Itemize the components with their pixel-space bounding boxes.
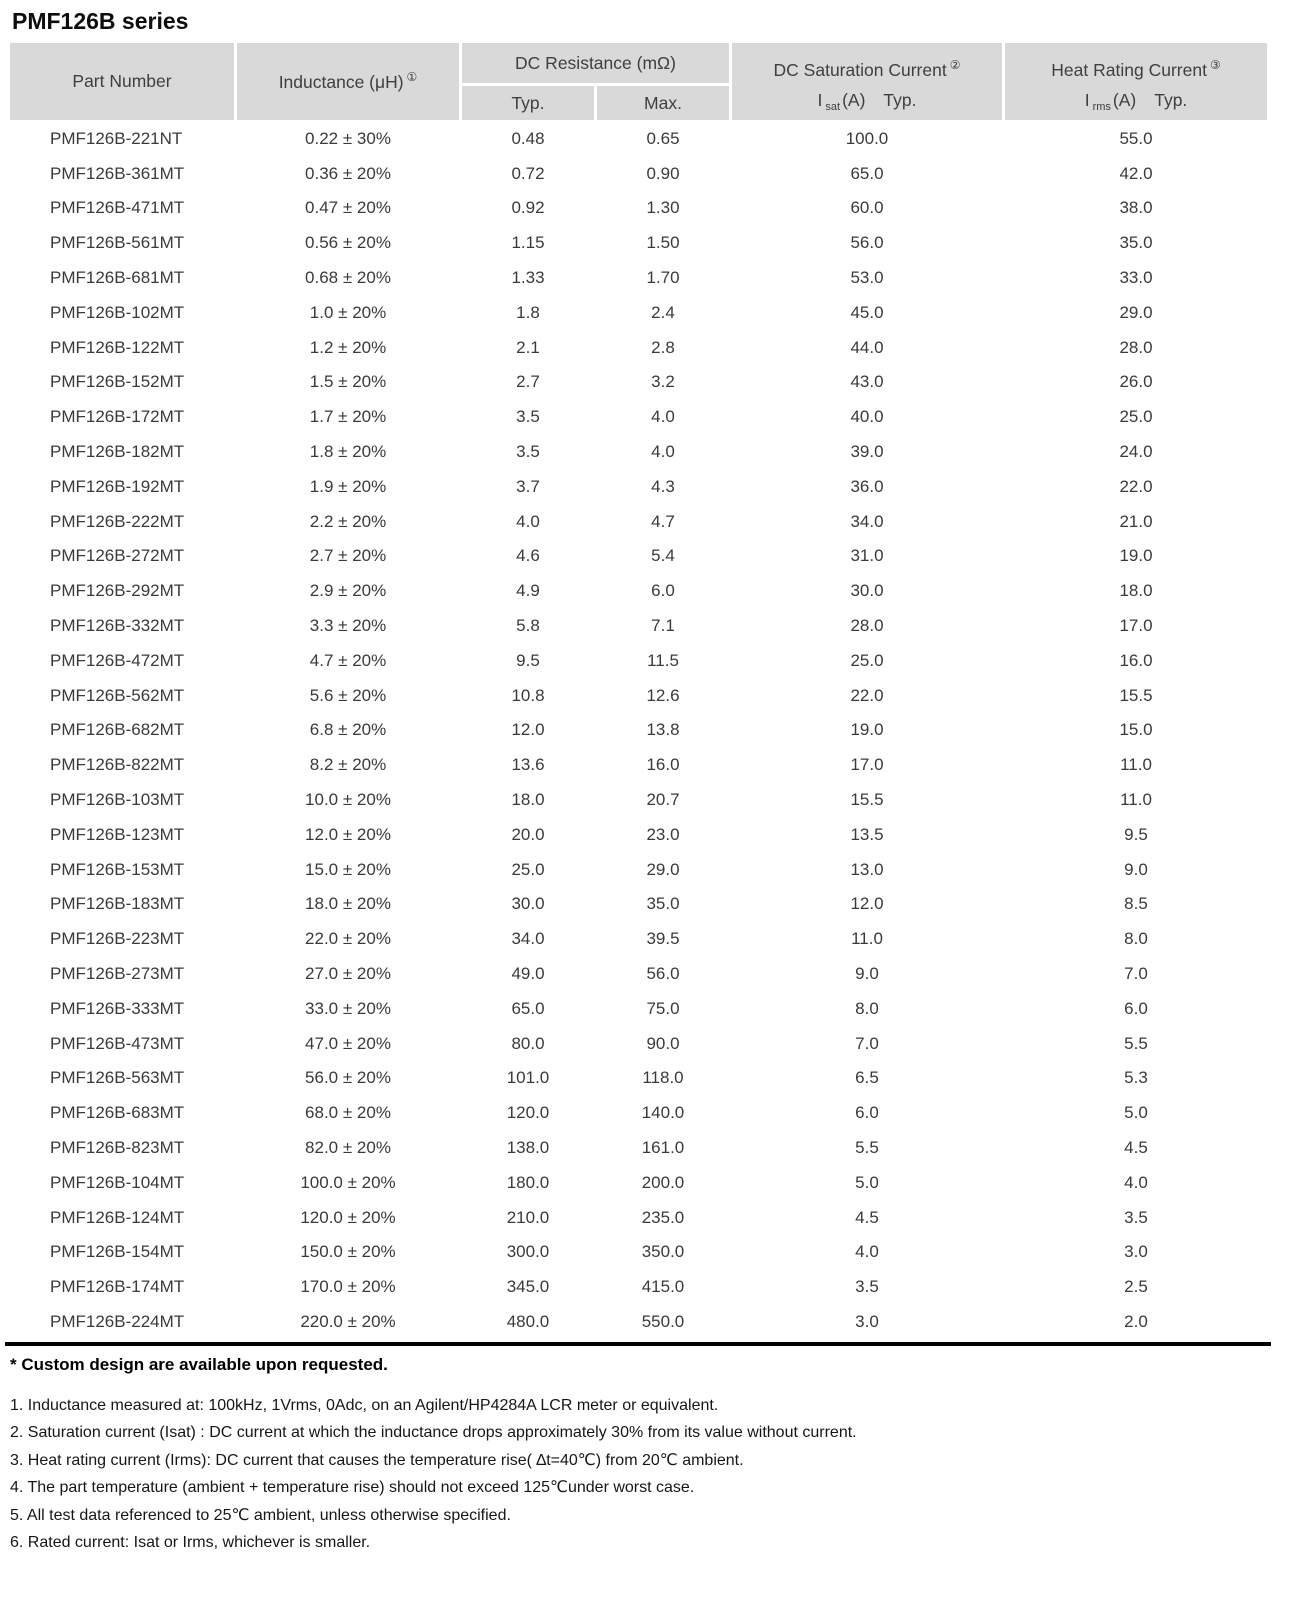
note-4: 4. The part temperature (ambient + temperature rise) should not exceed 125℃under worst case. — [10, 1479, 695, 1497]
note-2: 2. Saturation current (Isat) : DC current at which the inductance drops approximately 30% from its value without current. — [10, 1424, 857, 1442]
part-number-cell: PMF126B-172MT — [10, 401, 234, 433]
dcr-typ-cell: 120.0 — [462, 1097, 594, 1129]
dcr-max-cell: 4.0 — [597, 401, 729, 433]
isat-cell: 3.5 — [732, 1271, 1002, 1303]
dcr-max-cell: 1.70 — [597, 262, 729, 294]
inductance-cell: 0.47 ± 20% — [237, 193, 459, 225]
table-row — [10, 1132, 1267, 1164]
isat-cell: 6.0 — [732, 1097, 1002, 1129]
isat-cell: 100.0 — [732, 123, 1002, 155]
part-number-cell: PMF126B-683MT — [10, 1097, 234, 1129]
irms-cell: 4.5 — [1005, 1132, 1267, 1164]
table-bottom-rule — [5, 1342, 1271, 1346]
part-number-cell: PMF126B-182MT — [10, 436, 234, 468]
irms-cell: 5.0 — [1005, 1097, 1267, 1129]
irms-cell: 8.0 — [1005, 923, 1267, 955]
irms-cell: 15.5 — [1005, 680, 1267, 712]
isat-cell: 15.5 — [732, 784, 1002, 816]
dcr-max-cell: 20.7 — [597, 784, 729, 816]
inductance-cell: 8.2 ± 20% — [237, 749, 459, 781]
dcr-max-cell: 415.0 — [597, 1271, 729, 1303]
dcr-typ-cell: 300.0 — [462, 1237, 594, 1269]
irms-cell: 5.5 — [1005, 1028, 1267, 1060]
dcr-typ-cell: 3.5 — [462, 436, 594, 468]
dcr-max-cell: 35.0 — [597, 889, 729, 921]
part-number-cell: PMF126B-472MT — [10, 645, 234, 677]
table-row — [10, 227, 1267, 259]
inductance-cell: 0.36 ± 20% — [237, 158, 459, 190]
dcr-typ-cell: 0.72 — [462, 158, 594, 190]
dcr-max-cell: 0.65 — [597, 123, 729, 155]
dcr-max-cell: 16.0 — [597, 749, 729, 781]
dcr-typ-cell: 2.1 — [462, 332, 594, 364]
part-number-cell: PMF126B-562MT — [10, 680, 234, 712]
inductance-cell: 100.0 ± 20% — [237, 1167, 459, 1199]
table-row — [10, 575, 1267, 607]
irms-cell: 17.0 — [1005, 610, 1267, 642]
inductance-cell: 12.0 ± 20% — [237, 819, 459, 851]
dcr-max-cell: 90.0 — [597, 1028, 729, 1060]
inductance-cell: 170.0 ± 20% — [237, 1271, 459, 1303]
dcr-max-cell: 350.0 — [597, 1237, 729, 1269]
inductance-cell: 0.22 ± 30% — [237, 123, 459, 155]
inductance-cell: 18.0 ± 20% — [237, 889, 459, 921]
irms-cell: 29.0 — [1005, 297, 1267, 329]
isat-cell: 7.0 — [732, 1028, 1002, 1060]
table-row — [10, 1167, 1267, 1199]
isat-cell: 65.0 — [732, 158, 1002, 190]
note-ref-1: ① — [406, 70, 418, 85]
dcr-typ-cell: 9.5 — [462, 645, 594, 677]
isat-cell: 56.0 — [732, 227, 1002, 259]
isat-cell: 4.0 — [732, 1237, 1002, 1269]
inductance-cell: 56.0 ± 20% — [237, 1063, 459, 1095]
dcr-max-cell: 23.0 — [597, 819, 729, 851]
isat-cell: 60.0 — [732, 193, 1002, 225]
part-number-cell: PMF126B-224MT — [10, 1306, 234, 1338]
dcr-max-cell: 550.0 — [597, 1306, 729, 1338]
table-row — [10, 715, 1267, 747]
part-number-cell: PMF126B-122MT — [10, 332, 234, 364]
isat-cell: 31.0 — [732, 541, 1002, 573]
isat-cell: 8.0 — [732, 993, 1002, 1025]
isat-cell: 53.0 — [732, 262, 1002, 294]
inductance-cell: 2.9 ± 20% — [237, 575, 459, 607]
isat-cell: 30.0 — [732, 575, 1002, 607]
isat-cell: 17.0 — [732, 749, 1002, 781]
inductance-cell: 0.56 ± 20% — [237, 227, 459, 259]
isat-cell: 13.0 — [732, 854, 1002, 886]
part-number-cell: PMF126B-333MT — [10, 993, 234, 1025]
part-number-cell: PMF126B-272MT — [10, 541, 234, 573]
inductance-cell: 150.0 ± 20% — [237, 1237, 459, 1269]
dcr-max-cell: 4.0 — [597, 436, 729, 468]
dcr-typ-cell: 4.0 — [462, 506, 594, 538]
irms-cell: 11.0 — [1005, 749, 1267, 781]
dcr-typ-cell: 10.8 — [462, 680, 594, 712]
part-number-cell: PMF126B-822MT — [10, 749, 234, 781]
part-number-cell: PMF126B-292MT — [10, 575, 234, 607]
inductance-cell: 1.0 ± 20% — [237, 297, 459, 329]
part-number-cell: PMF126B-221NT — [10, 123, 234, 155]
irms-cell: 15.0 — [1005, 715, 1267, 747]
isat-cell: 45.0 — [732, 297, 1002, 329]
dcr-typ-cell: 2.7 — [462, 367, 594, 399]
isat-cell: 9.0 — [732, 958, 1002, 990]
isat-cell: 4.5 — [732, 1202, 1002, 1234]
dcr-max-cell: 3.2 — [597, 367, 729, 399]
inductance-cell: 68.0 ± 20% — [237, 1097, 459, 1129]
table-row — [10, 784, 1267, 816]
isat-cell: 22.0 — [732, 680, 1002, 712]
dcr-typ-cell: 480.0 — [462, 1306, 594, 1338]
inductance-cell: 15.0 ± 20% — [237, 854, 459, 886]
dcr-max-cell: 1.50 — [597, 227, 729, 259]
isat-cell: 5.0 — [732, 1167, 1002, 1199]
dcr-max-cell: 4.7 — [597, 506, 729, 538]
dcr-max-cell: 140.0 — [597, 1097, 729, 1129]
irms-cell: 24.0 — [1005, 436, 1267, 468]
irms-cell: 38.0 — [1005, 193, 1267, 225]
note-ref-2: ② — [949, 57, 961, 72]
custom-design-note: * Custom design are available upon requested. — [10, 1354, 388, 1374]
table-row — [10, 471, 1267, 503]
irms-cell: 21.0 — [1005, 506, 1267, 538]
irms-cell: 35.0 — [1005, 227, 1267, 259]
isat-cell: 39.0 — [732, 436, 1002, 468]
isat-cell: 13.5 — [732, 819, 1002, 851]
inductance-cell: 3.3 ± 20% — [237, 610, 459, 642]
inductance-cell: 33.0 ± 20% — [237, 993, 459, 1025]
irms-cell: 3.0 — [1005, 1237, 1267, 1269]
dcr-typ-cell: 3.5 — [462, 401, 594, 433]
irms-cell: 7.0 — [1005, 958, 1267, 990]
isat-cell: 40.0 — [732, 401, 1002, 433]
inductance-cell: 0.68 ± 20% — [237, 262, 459, 294]
dcr-typ-cell: 34.0 — [462, 923, 594, 955]
table-row — [10, 262, 1267, 294]
dcr-typ-cell: 210.0 — [462, 1202, 594, 1234]
note-5: 5. All test data referenced to 25℃ ambient, unless otherwise specified. — [10, 1506, 511, 1524]
inductance-cell: 6.8 ± 20% — [237, 715, 459, 747]
irms-cell: 55.0 — [1005, 123, 1267, 155]
irms-cell: 16.0 — [1005, 645, 1267, 677]
table-row — [10, 1097, 1267, 1129]
inductance-cell: 1.5 ± 20% — [237, 367, 459, 399]
part-number-cell: PMF126B-273MT — [10, 958, 234, 990]
dcr-typ-cell: 80.0 — [462, 1028, 594, 1060]
part-number-cell: PMF126B-223MT — [10, 923, 234, 955]
dcr-typ-cell: 0.92 — [462, 193, 594, 225]
irms-cell: 22.0 — [1005, 471, 1267, 503]
page-title: PMF126B series — [12, 8, 189, 34]
part-number-cell: PMF126B-153MT — [10, 854, 234, 886]
isat-cell: 11.0 — [732, 923, 1002, 955]
dcr-max-cell: 161.0 — [597, 1132, 729, 1164]
dcr-max-cell: 11.5 — [597, 645, 729, 677]
inductance-cell: 220.0 ± 20% — [237, 1306, 459, 1338]
dcr-typ-cell: 13.6 — [462, 749, 594, 781]
inductance-cell: 10.0 ± 20% — [237, 784, 459, 816]
irms-cell: 2.0 — [1005, 1306, 1267, 1338]
spec-table — [7, 40, 1270, 1341]
dcr-max-cell: 7.1 — [597, 610, 729, 642]
irms-cell: 9.0 — [1005, 854, 1267, 886]
dcr-typ-cell: 12.0 — [462, 715, 594, 747]
table-row — [10, 1271, 1267, 1303]
table-row — [10, 1202, 1267, 1234]
dcr-typ-cell: 49.0 — [462, 958, 594, 990]
part-number-cell: PMF126B-123MT — [10, 819, 234, 851]
dcr-typ-cell: 1.15 — [462, 227, 594, 259]
table-row — [10, 332, 1267, 364]
dcr-max-cell: 12.6 — [597, 680, 729, 712]
dcr-max-cell: 39.5 — [597, 923, 729, 955]
part-number-cell: PMF126B-823MT — [10, 1132, 234, 1164]
header-dc-resistance: DC Resistance (mΩ) — [462, 43, 729, 83]
irms-cell: 19.0 — [1005, 541, 1267, 573]
part-number-cell: PMF126B-473MT — [10, 1028, 234, 1060]
dcr-typ-cell: 65.0 — [462, 993, 594, 1025]
table-row — [10, 1028, 1267, 1060]
dcr-max-cell: 235.0 — [597, 1202, 729, 1234]
table-row — [10, 506, 1267, 538]
isat-cell: 28.0 — [732, 610, 1002, 642]
header-dcr-max: Max. — [597, 86, 729, 120]
irms-cell: 2.5 — [1005, 1271, 1267, 1303]
table-row — [10, 749, 1267, 781]
table-row — [10, 1306, 1267, 1338]
dcr-max-cell: 4.3 — [597, 471, 729, 503]
isat-cell: 36.0 — [732, 471, 1002, 503]
part-number-cell: PMF126B-681MT — [10, 262, 234, 294]
isat-cell: 44.0 — [732, 332, 1002, 364]
irms-cell: 4.0 — [1005, 1167, 1267, 1199]
table-row — [10, 993, 1267, 1025]
isat-cell: 3.0 — [732, 1306, 1002, 1338]
irms-cell: 26.0 — [1005, 367, 1267, 399]
part-number-cell: PMF126B-561MT — [10, 227, 234, 259]
header-dcr-typ: Typ. — [462, 86, 594, 120]
header-dc-saturation-current: DC Saturation Current ② I $_{sat}$ (A) Typ. — [732, 43, 1002, 120]
irms-cell: 6.0 — [1005, 993, 1267, 1025]
dcr-max-cell: 13.8 — [597, 715, 729, 747]
dcr-typ-cell: 4.9 — [462, 575, 594, 607]
table-row — [10, 541, 1267, 573]
isat-cell: 5.5 — [732, 1132, 1002, 1164]
part-number-cell: PMF126B-124MT — [10, 1202, 234, 1234]
dcr-max-cell: 1.30 — [597, 193, 729, 225]
table-row — [10, 123, 1267, 155]
inductance-cell: 5.6 ± 20% — [237, 680, 459, 712]
dcr-max-cell: 2.4 — [597, 297, 729, 329]
table-row — [10, 367, 1267, 399]
part-number-cell: PMF126B-192MT — [10, 471, 234, 503]
part-number-cell: PMF126B-154MT — [10, 1237, 234, 1269]
isat-cell: 12.0 — [732, 889, 1002, 921]
dcr-typ-cell: 101.0 — [462, 1063, 594, 1095]
inductance-cell: 47.0 ± 20% — [237, 1028, 459, 1060]
part-number-cell: PMF126B-222MT — [10, 506, 234, 538]
inductance-cell: 1.8 ± 20% — [237, 436, 459, 468]
table-row — [10, 436, 1267, 468]
header-inductance: Inductance (μH) ① — [237, 43, 459, 120]
inductance-cell: 2.2 ± 20% — [237, 506, 459, 538]
dcr-max-cell: 2.8 — [597, 332, 729, 364]
dcr-max-cell: 6.0 — [597, 575, 729, 607]
inductance-cell: 82.0 ± 20% — [237, 1132, 459, 1164]
irms-cell: 3.5 — [1005, 1202, 1267, 1234]
irms-cell: 5.3 — [1005, 1063, 1267, 1095]
note-6: 6. Rated current: Isat or Irms, whichever is smaller. — [10, 1534, 371, 1552]
footer-notes — [10, 1355, 1305, 1557]
inductance-cell: 1.7 ± 20% — [237, 401, 459, 433]
dcr-typ-cell: 20.0 — [462, 819, 594, 851]
dcr-max-cell: 29.0 — [597, 854, 729, 886]
inductance-cell: 4.7 ± 20% — [237, 645, 459, 677]
dcr-max-cell: 56.0 — [597, 958, 729, 990]
header-heat-rating-current: Heat Rating Current ③ I $_{rms}$ (A) Typ. — [1005, 43, 1267, 120]
dcr-typ-cell: 180.0 — [462, 1167, 594, 1199]
dcr-typ-cell: 30.0 — [462, 889, 594, 921]
table-row — [10, 401, 1267, 433]
inductance-cell: 1.2 ± 20% — [237, 332, 459, 364]
part-number-cell: PMF126B-174MT — [10, 1271, 234, 1303]
part-number-cell: PMF126B-563MT — [10, 1063, 234, 1095]
part-number-cell: PMF126B-183MT — [10, 889, 234, 921]
part-number-cell: PMF126B-682MT — [10, 715, 234, 747]
inductance-cell: 2.7 ± 20% — [237, 541, 459, 573]
inductance-cell: 1.9 ± 20% — [237, 471, 459, 503]
irms-cell: 42.0 — [1005, 158, 1267, 190]
table-row — [10, 1063, 1267, 1095]
irms-cell: 25.0 — [1005, 401, 1267, 433]
dcr-max-cell: 5.4 — [597, 541, 729, 573]
isat-cell: 19.0 — [732, 715, 1002, 747]
part-number-cell: PMF126B-104MT — [10, 1167, 234, 1199]
dcr-max-cell: 75.0 — [597, 993, 729, 1025]
irms-cell: 33.0 — [1005, 262, 1267, 294]
inductance-cell: 22.0 ± 20% — [237, 923, 459, 955]
note-3: 3. Heat rating current (Irms): DC current that causes the temperature rise( ∆t=40℃) from 20℃ ambient. — [10, 1451, 744, 1469]
part-number-cell: PMF126B-102MT — [10, 297, 234, 329]
table-row — [10, 1237, 1267, 1269]
header-part-number: Part Number — [10, 43, 234, 120]
isat-cell: 43.0 — [732, 367, 1002, 399]
table-row — [10, 193, 1267, 225]
dcr-typ-cell: 138.0 — [462, 1132, 594, 1164]
dcr-max-cell: 200.0 — [597, 1167, 729, 1199]
dcr-typ-cell: 4.6 — [462, 541, 594, 573]
part-number-cell: PMF126B-103MT — [10, 784, 234, 816]
dcr-typ-cell: 18.0 — [462, 784, 594, 816]
dcr-typ-cell: 345.0 — [462, 1271, 594, 1303]
inductance-cell: 27.0 ± 20% — [237, 958, 459, 990]
table-row — [10, 819, 1267, 851]
table-body — [10, 123, 1267, 1338]
isat-cell: 6.5 — [732, 1063, 1002, 1095]
inductance-cell: 120.0 ± 20% — [237, 1202, 459, 1234]
dcr-typ-cell: 25.0 — [462, 854, 594, 886]
header-irms-typ: I $_{rms}$ (A) Typ. — [1084, 90, 1188, 114]
dcr-typ-cell: 0.48 — [462, 123, 594, 155]
table-row — [10, 958, 1267, 990]
table-row — [10, 680, 1267, 712]
note-1: 1. Inductance measured at: 100kHz, 1Vrms, 0Adc, on an Agilent/HP4284A LCR meter or equivalent. — [10, 1396, 719, 1414]
table-row — [10, 297, 1267, 329]
dcr-typ-cell: 1.8 — [462, 297, 594, 329]
irms-cell: 11.0 — [1005, 784, 1267, 816]
part-number-cell: PMF126B-471MT — [10, 193, 234, 225]
table-header — [10, 43, 1267, 120]
table-row — [10, 923, 1267, 955]
dcr-max-cell: 0.90 — [597, 158, 729, 190]
part-number-cell: PMF126B-152MT — [10, 367, 234, 399]
table-row — [10, 854, 1267, 886]
dcr-typ-cell: 3.7 — [462, 471, 594, 503]
isat-cell: 34.0 — [732, 506, 1002, 538]
note-ref-3: ③ — [1209, 57, 1221, 72]
isat-cell: 25.0 — [732, 645, 1002, 677]
dcr-max-cell: 118.0 — [597, 1063, 729, 1095]
header-isat-typ: I $_{sat}$ (A) Typ. — [817, 90, 917, 114]
dcr-typ-cell: 1.33 — [462, 262, 594, 294]
table-row — [10, 645, 1267, 677]
table-row — [10, 158, 1267, 190]
dcr-typ-cell: 5.8 — [462, 610, 594, 642]
irms-cell: 18.0 — [1005, 575, 1267, 607]
irms-cell: 9.5 — [1005, 819, 1267, 851]
part-number-cell: PMF126B-332MT — [10, 610, 234, 642]
irms-cell: 8.5 — [1005, 889, 1267, 921]
table-row — [10, 889, 1267, 921]
irms-cell: 28.0 — [1005, 332, 1267, 364]
table-row — [10, 610, 1267, 642]
part-number-cell: PMF126B-361MT — [10, 158, 234, 190]
